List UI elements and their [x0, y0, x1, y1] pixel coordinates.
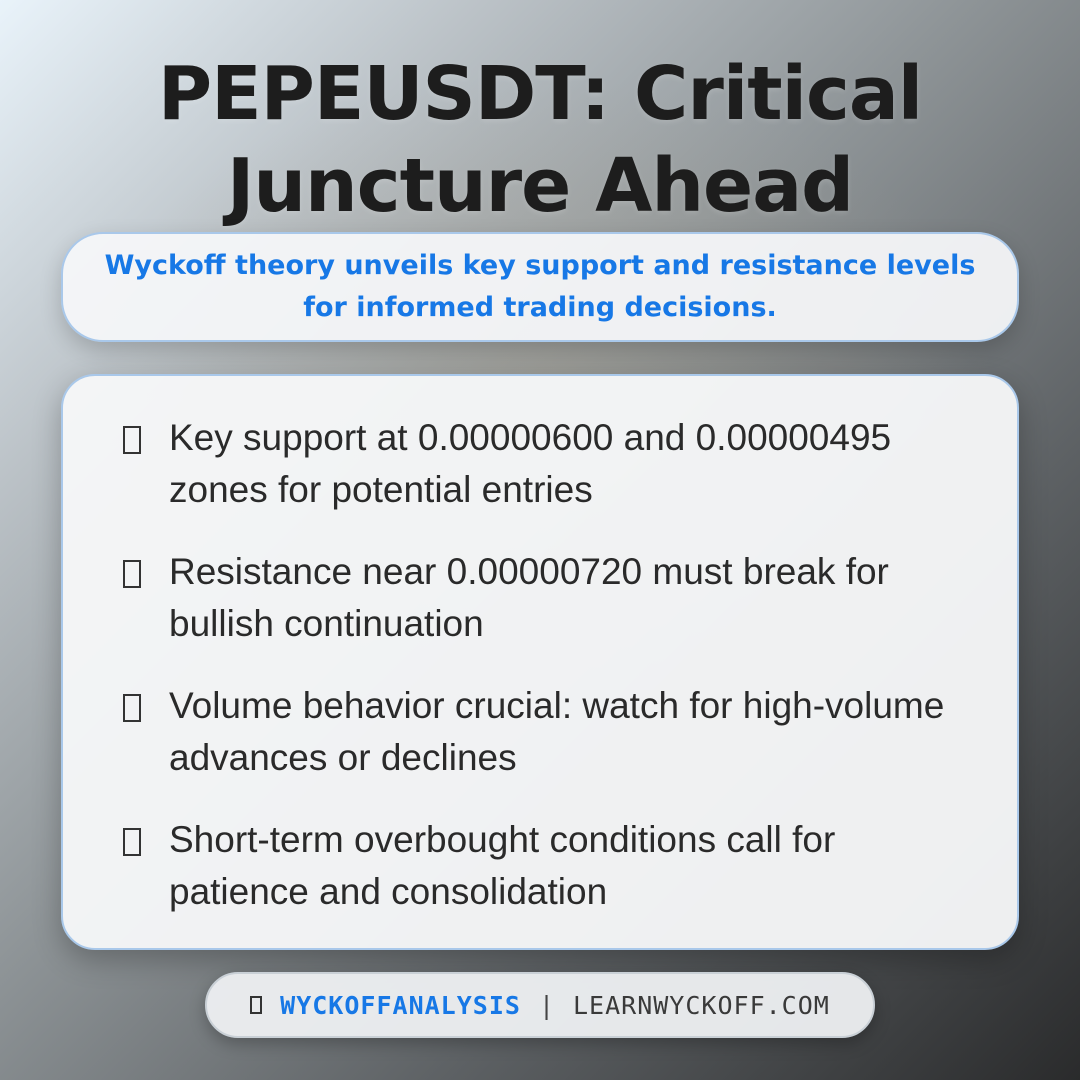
subtitle-banner — [61, 232, 1019, 342]
title-line-1: PEPEUSDT: Critical — [157, 51, 923, 137]
list-item — [123, 814, 957, 918]
subtitle-text: Wyckoff theory unveils key support and resistance levels for informed trading decisions. — [104, 250, 976, 323]
point-text: Volume behavior crucial: watch for high-volume advances or declines — [169, 685, 945, 778]
box-glyph-icon — [250, 996, 262, 1014]
list-item — [123, 546, 957, 650]
title-line-2: Juncture Ahead — [226, 143, 854, 229]
footer-badge — [205, 972, 875, 1038]
list-item — [123, 412, 957, 516]
point-text: Resistance near 0.00000720 must break for bullish continuation — [169, 551, 889, 644]
box-glyph-icon — [123, 828, 153, 856]
list-item — [123, 680, 957, 784]
footer-separator: | — [538, 990, 555, 1020]
point-text: Short-term overbought conditions call for patience and consolidation — [169, 819, 836, 912]
point-text: Key support at 0.00000600 and 0.00000495 zones for potential entries — [169, 417, 892, 510]
footer-site: LEARNWYCKOFF.COM — [573, 990, 830, 1020]
footer-handle: WYCKOFFANALYSIS — [280, 990, 521, 1020]
box-glyph-icon — [123, 426, 153, 454]
box-glyph-icon — [123, 694, 153, 722]
page-title — [40, 48, 1040, 232]
box-glyph-icon — [123, 560, 153, 588]
key-points-card — [61, 374, 1019, 950]
